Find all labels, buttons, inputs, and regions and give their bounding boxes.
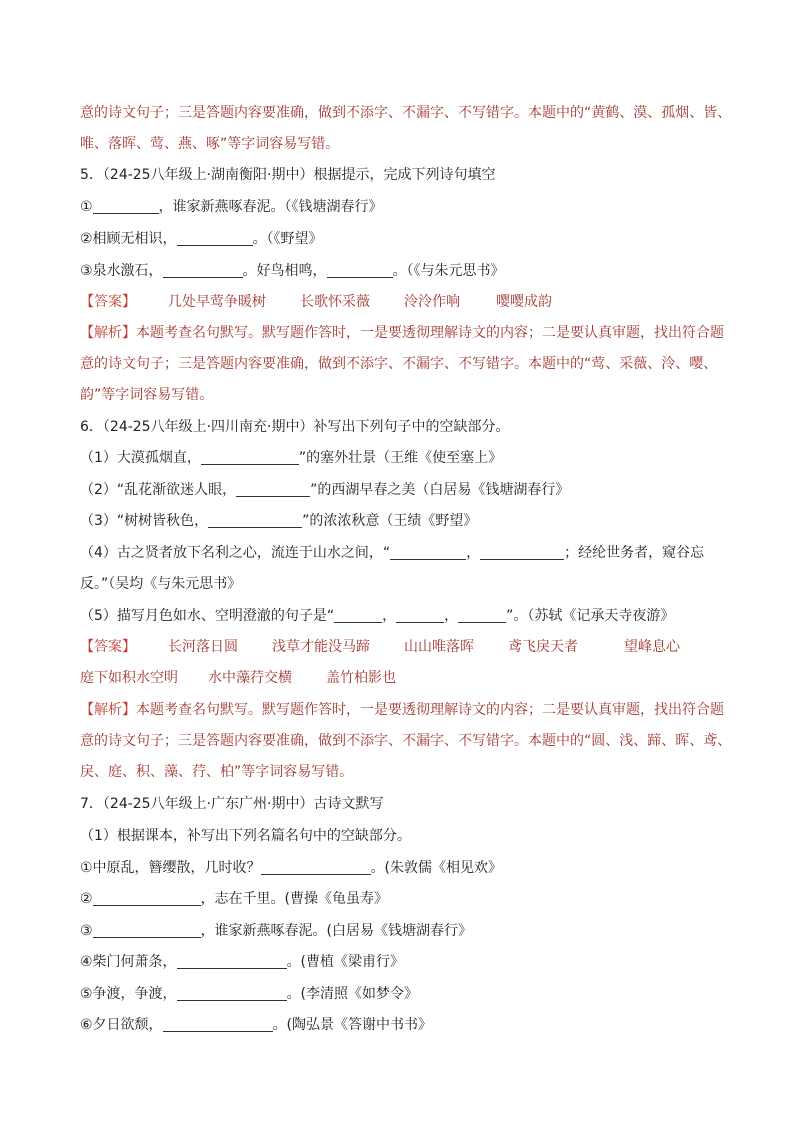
question-7-item-5: ⑤争渡，争渡， 。(李清照《如梦令》 [80, 986, 419, 1002]
answer-text: 浅草才能没马蹄 [272, 639, 370, 655]
answer-text: 长歌怀采薇 [300, 294, 370, 310]
fill-blank[interactable] [396, 608, 444, 623]
question-5-item-3: ③泉水激石， 。好鸟相鸣， 。（《与朱元思书》 [80, 263, 505, 279]
analysis-line: 【解析】本题考查名句默写。默写题作答时，一是要透彻理解诗文的内容；二是要认真审题，找出符合题 [80, 325, 724, 341]
answer-tag: 【答案】 [80, 294, 136, 310]
fill-blank[interactable] [177, 986, 287, 1001]
fill-blank[interactable] [327, 263, 393, 278]
answer-text: 盖竹柏影也 [326, 670, 396, 686]
answer-text: 山山唯落晖 [404, 639, 474, 655]
question-6-item-5: （5）描写月色如水、空明澄澈的句子是“ ， ， ”。（苏轼《记承天寺夜游》 [80, 608, 675, 624]
fill-blank[interactable] [390, 545, 466, 560]
analysis-line: 意的诗文句子；三是答题内容要准确，做到不添字、不漏字、不写错字。本题中的“莺、采薇、泠、嘤、 [80, 356, 718, 372]
question-7-item-1: ①中原乱，簪缨散，几时收？ 。(朱敦儒《相见欢》 [80, 860, 503, 876]
answer-text: 泠泠作响 [404, 294, 460, 310]
fill-blank[interactable] [177, 231, 253, 246]
answer-tag: 【答案】 [80, 639, 136, 655]
fill-blank[interactable] [93, 923, 201, 938]
fill-blank[interactable] [480, 545, 564, 560]
question-7-subheading: （1）根据课本，补写出下列名篇名句中的空缺部分。 [80, 828, 411, 844]
question-7-item-2: ② ，志在千里。(曹操《龟虽寿》 [80, 891, 389, 907]
fill-blank[interactable] [208, 513, 302, 528]
answer-text: 嘤嘤成韵 [496, 294, 552, 310]
question-6-item-4: （4）古之贤者放下名利之心，流连于山水之间，“ ， ；经纶世务者，窥谷忘 [80, 545, 705, 561]
fill-blank[interactable] [236, 482, 310, 497]
analysis-line: 【解析】本题考查名句默写。默写题作答时，一是要透彻理解诗文的内容；二是要认真审题，找出符合题 [80, 702, 724, 718]
question-6-item-4-cont: 反。”（吴均《与朱元思书》 [80, 576, 242, 592]
question-5-heading: 5．（24-25八年级上·湖南衡阳·期中）根据提示，完成下列诗句填空 [80, 167, 496, 183]
fill-blank[interactable] [334, 608, 382, 623]
question-5-item-2: ②相顾无相识， 。（《野望》 [80, 231, 323, 247]
answer-text: 长河落日圆 [168, 639, 238, 655]
answer-text: 水中藻荇交横 [208, 670, 292, 686]
question-6-item-3: （3）“树树皆秋色， ”的浓浓秋意（王绩《野望》 [80, 513, 478, 529]
answer-text: 望峰息心 [624, 639, 680, 655]
question-6-item-1: （1）大漠孤烟直， ”的塞外壮景（王维《使至塞上》 [80, 450, 503, 466]
fill-blank[interactable] [458, 608, 506, 623]
question-6-heading: 6．（24-25八年级上·四川南充·期中）补写出下列句子中的空缺部分。 [80, 419, 510, 435]
fill-blank[interactable] [93, 199, 159, 214]
question-7-item-3: ③ ，谁家新燕啄春泥。(白居易《钱塘湖春行》 [80, 923, 473, 939]
analysis-line: 韵”等字词容易写错。 [80, 387, 214, 403]
question-6-item-2: （2）“乱花渐欲迷人眼， ”的西湖早春之美（白居易《钱塘湖春行》 [80, 482, 570, 498]
analysis-line: 意的诗文句子；三是答题内容要准确，做到不添字、不漏字、不写错字。本题中的“黄鹤、漠、孤烟、皆、 [80, 105, 732, 121]
fill-blank[interactable] [163, 263, 243, 278]
analysis-line: 唯、落晖、莺、燕、啄”等字词容易写错。 [80, 136, 340, 152]
fill-blank[interactable] [177, 954, 287, 969]
fill-blank[interactable] [163, 1017, 273, 1032]
question-7-item-6: ⑥夕日欲颓， 。(陶弘景《答谢中书书》 [80, 1017, 433, 1033]
question-7-item-4: ④柴门何萧条， 。(曹植《梁甫行》 [80, 954, 405, 970]
analysis-line: 意的诗文句子；三是答题内容要准确，做到不添字、不漏字、不写错字。本题中的“圆、浅、蹄、晖、鸢、 [80, 733, 732, 749]
fill-blank[interactable] [261, 860, 371, 875]
answer-text: 鸢飞戾天者 [508, 639, 578, 655]
question-7-heading: 7．（24-25八年级上·广东广州·期中）古诗文默写 [80, 796, 384, 812]
fill-blank[interactable] [93, 891, 201, 906]
answer-text: 庭下如积水空明 [80, 670, 178, 686]
fill-blank[interactable] [201, 450, 299, 465]
analysis-line: 戾、庭、积、藻、荇、柏”等字词容易写错。 [80, 764, 354, 780]
question-5-item-1: ① ，谁家新燕啄春泥。（《钱塘湖春行》 [80, 199, 383, 215]
answer-text: 几处早莺争暖树 [168, 294, 266, 310]
